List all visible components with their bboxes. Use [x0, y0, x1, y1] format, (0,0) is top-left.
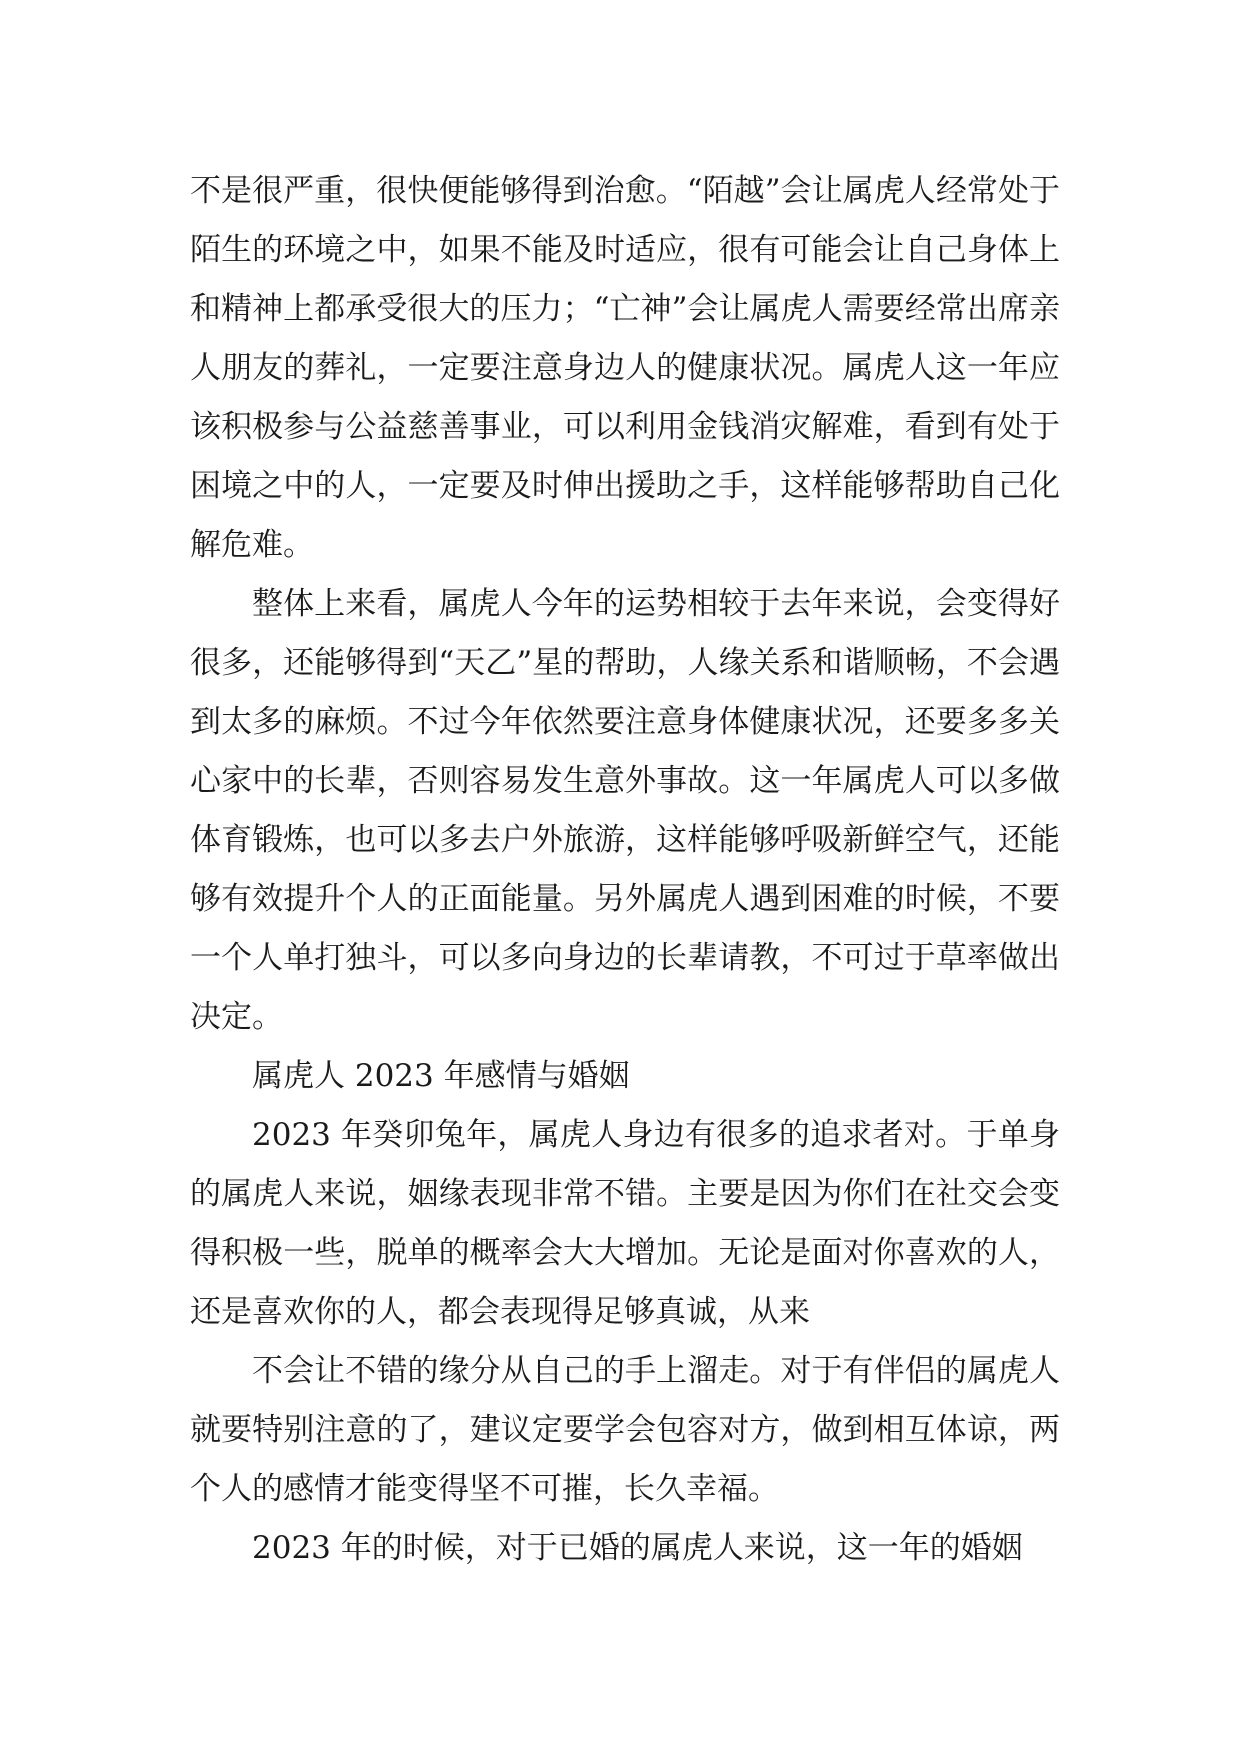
paragraph: 2023 年的时候，对于已婚的属虎人来说，这一年的婚姻	[252, 1530, 1023, 1566]
paragraph: 2023 年癸卯兔年，属虎人身边有很多的追求者对。于单身的属虎人来说，姻缘表现非常不错。主要是因为你们在社交会变得积极一些，脱单的概率会大大增加。无论是面对你喜欢的人，还是喜欢你的人，都会表现得足够真诚，从来	[190, 1117, 1060, 1330]
paragraph: 整体上来看，属虎人今年的运势相较于去年来说，会变得好很多，还能够得到“天乙”星的帮助，人缘关系和谐顺畅，不会遇到太多的麻烦。不过今年依然要注意身体健康状况，还要多多关心家中的长辈，否则容易发生意外事故。这一年属虎人可以多做体育锻炼，也可以多去户外旅游，这样能够呼吸新鲜空气，还能够有效提升个人的正面能量。另外属虎人遇到困难的时候，不要一个人单打独斗，可以多向身边的长辈请教，不可过于草率做出决定。	[190, 586, 1060, 1035]
paragraph: 不是很严重，很快便能够得到治愈。“陌越”会让属虎人经常处于陌生的环境之中，如果不能及时适应，很有可能会让自己身体上和精神上都承受很大的压力；“亡神”会让属虎人需要经常出席亲人朋友的葬礼，一定要注意身边人的健康状况。属虎人这一年应该积极参与公益慈善事业，可以利用金钱消灾解难，看到有处于困境之中的人，一定要及时伸出援助之手，这样能够帮助自己化解危难。	[190, 173, 1060, 563]
document-body	[190, 162, 1060, 1578]
paragraph: 不会让不错的缘分从自己的手上溜走。对于有伴侣的属虎人就要特别注意的了，建议定要学会包容对方，做到相互体谅，两个人的感情才能变得坚不可摧，长久幸福。	[190, 1353, 1060, 1507]
section-heading: 属虎人 2023 年感情与婚姻	[252, 1058, 630, 1094]
